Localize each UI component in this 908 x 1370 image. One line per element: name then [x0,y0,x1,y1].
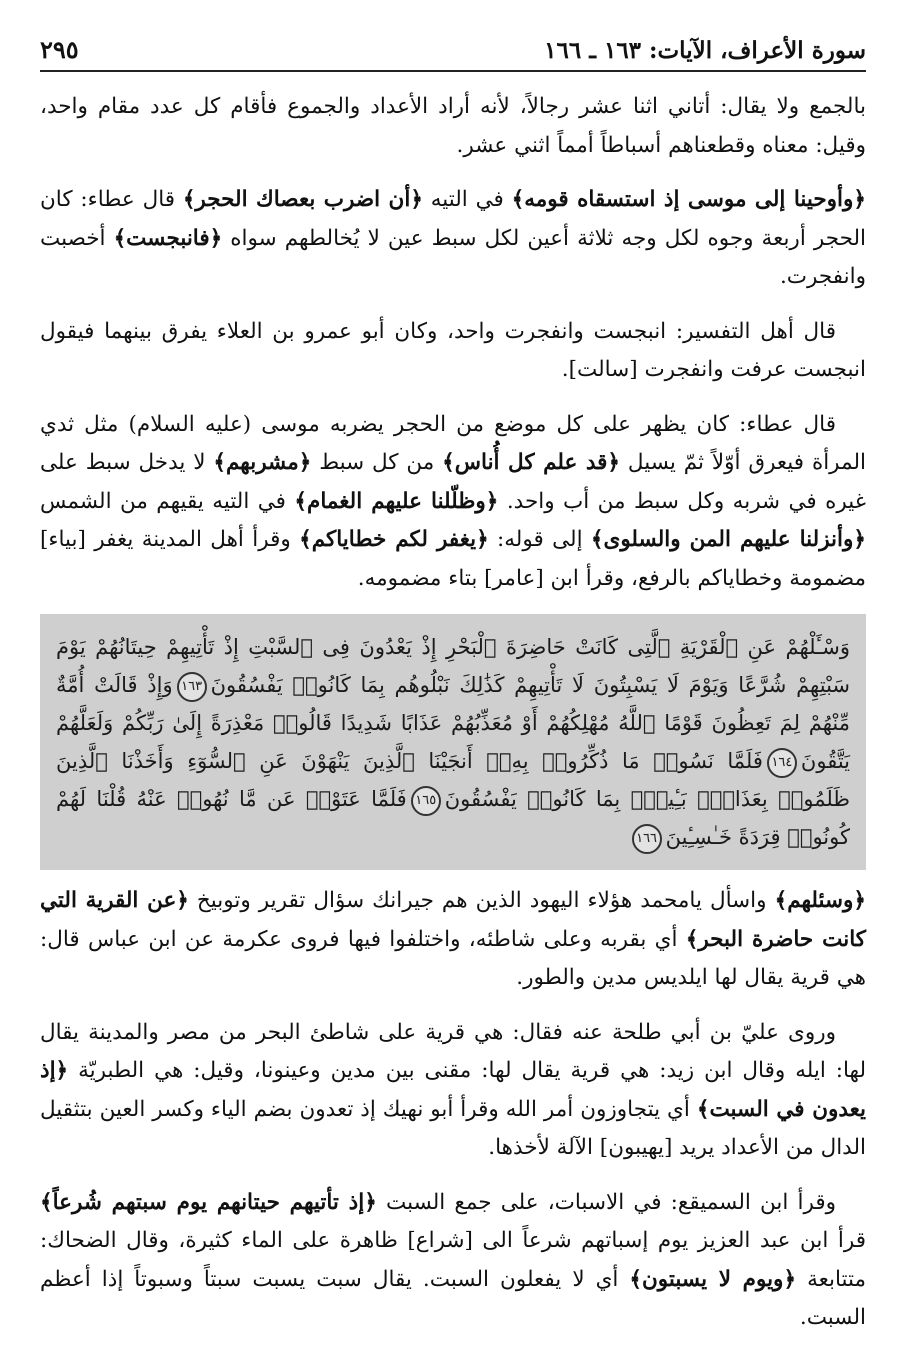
paragraph-1-text: بالجمع ولا يقال: أتاني اثنا عشر رجالاً، لأنه أراد الأعداد والجموع فأقام كل عدد مقام واحد، وقيل: معناه وقطعناهم أسباطاً أمماً اثني عشر. [40,94,866,158]
quote: ﴿أن اضرب بعصاك الحجر﴾ [182,187,423,212]
paragraph-4 [40,406,866,599]
paragraph-6 [40,1014,866,1168]
paragraph-5 [40,882,866,998]
quote: ﴿وأنزلنا عليهم المن والسلوى﴾ [590,527,866,552]
quote: ﴿وسئلهم﴾ [774,888,867,913]
paragraph-7 [40,1184,866,1338]
ayah-number: ١٦٣ [177,672,207,702]
text: وقرأ أهل المدينة يغفر [بياء] مضمومة وخطاياكم بالرفع، وقرأ ابن [عامر] بتاء مضمومه. [40,527,866,591]
text: لا يدخل سبط على غيره في شربه وكل سبط من أب واحد. [40,450,866,514]
paragraph-3 [40,313,866,390]
running-title: سورة الأعراف، الآيات: ١٦٣ ـ ١٦٦ [544,37,866,64]
quote: ﴿وأوحينا إلى موسى إذ استسقاه قومه﴾ [511,187,866,212]
ayah-number: ١٦٦ [632,824,662,854]
quote: ﴿وظلّلنا عليهم الغمام﴾ [294,488,499,514]
verse-text: فَلَمَّا نَسُوا۟ مَا ذُكِّرُوا۟ بِهِۦٓ أَنجَيْنَا ٱلَّذِينَ يَنْهَوْنَ عَنِ ٱلسُّوٓءِ وَأَخَذْنَا ٱلَّذِينَ ظَلَمُوا۟ بِعَذَابٍۭ بَـِٔيسٍۭ بِمَا كَانُوا۟ يَفْسُقُونَ [56,749,850,811]
text: وقرأ ابن السميقع: في الاسبات، على جمع السبت [376,1189,836,1215]
quran-verses-box [40,614,866,870]
text: قال عطاء: كان يظهر على كل موضع من الحجر يضربه موسى (عليه السلام) مثل ثدي المرأة فيعرق أوّلاً ثمّ يسيل [40,411,866,475]
page-number: ٢٩٥ [40,35,79,64]
text: قال عطاء: كان الحجر أربعة وجوه لكل وجه ثلاثة أعين لكل سبط عين لا يُخالطهم سواه [40,187,866,251]
page-body [40,88,866,1354]
quote: ﴿فانبجست﴾ [113,225,223,251]
quote: ﴿مشربهم﴾ [213,450,312,475]
paragraph-3-text: قال أهل التفسير: انبجست وانفجرت واحد، وكان أبو عمرو بن العلاء يفرق بينهما فيقول انبجست عرفت وانفجرت [سالت]. [40,318,866,382]
text: وروى عليّ بن أبي طلحة عنه فقال: هي قرية على شاطئ البحر من مصر والمدينة يقال لها: ايله وقال ابن زيد: هي قرية يقال لها: مقنى بين مدين وعينونا، وقيل: هي الطبريّة [40,1019,866,1083]
text: إلى قوله: [488,527,591,552]
text: في التيه [422,187,512,212]
text: أي يتجاوزون أمر الله وقرأ أبو نهيك إذ تعدون بضم الياء وكسر العين بتثقيل الدال من الأعداد يريد [يهيبون] الآلة لأخذها. [40,1096,866,1160]
text: في التيه يقيهم من الشمس [40,488,295,514]
text: أي بقربه وعلى شاطئه، واختلفوا فيها فروى عكرمة عن ابن عباس قال: هي قرية يقال لها ايلديس مدين والطور. [40,926,866,990]
text: أي لا يفعلون السبت. يقال سبت يسبت سبتاً وسبوتاً إذا أعظم السبت. [40,1266,866,1330]
verse-text: وَسْـَٔلْهُمْ عَنِ ٱلْقَرْيَةِ ٱلَّتِى كَانَتْ حَاضِرَةَ ٱلْبَحْرِ إِذْ يَعْدُونَ فِى ٱلسَّبْتِ إِذْ تَأْتِيهِمْ حِيتَانُهُمْ يَوْمَ سَبْتِهِمْ شُرَّعًا وَيَوْمَ لَا يَسْبِتُونَ لَا تَأْتِيهِمْ كَذَٰلِكَ نَبْلُوهُم بِمَا كَانُوا۟ يَفْسُقُونَ [56,635,850,697]
text: واسأل يامحمد هؤلاء اليهود الذين هم جيرانك سؤال تقرير وتوبيخ [188,888,775,913]
quote: ﴿يغفر لكم خطاياكم﴾ [299,527,489,552]
text: أخصبت وانفجرت. [40,225,866,289]
verse-text: فَلَمَّا عَتَوْا۟ عَن مَّا نُهُوا۟ عَنْهُ قُلْنَا لَهُمْ كُونُوا۟ قِرَدَةً خَـٰسِـِٔينَ [56,787,850,849]
paragraph-2 [40,181,866,297]
text: من كل سبط [311,450,443,475]
quote: ﴿عن القرية التي كانت حاضرة البحر﴾ [40,888,866,952]
quote: ﴿ويوم لا يسبتون﴾ [629,1266,797,1292]
paragraph-1 [40,88,866,165]
ayah-number: ١٦٥ [411,786,441,816]
quote: ﴿قد علم كل أُناس﴾ [442,450,621,475]
quote: ﴿إذ تأتيهم حيتانهم يوم سبتهم شُرعاً﴾ [40,1189,377,1215]
ayah-number: ١٦٤ [767,748,797,778]
text: قرأ ابن عبد العزيز يوم إسباتهم شرعاً الى [شراع] ظاهرة على الماء كثيرة، وقال الضحاك: متتابعة [40,1228,866,1292]
page-header [40,28,866,72]
verse-text: وَإِذْ قَالَتْ أُمَّةٌ مِّنْهُمْ لِمَ تَعِظُونَ قَوْمًا ٱللَّهُ مُهْلِكُهُمْ أَوْ مُعَذِّبُهُمْ عَذَابًا شَدِيدًا قَالُوا۟ مَعْذِرَةً إِلَىٰ رَبِّكُمْ وَلَعَلَّهُمْ يَتَّقُونَ [56,673,850,773]
quote: ﴿إذ يعدون في السبت﴾ [40,1058,867,1122]
